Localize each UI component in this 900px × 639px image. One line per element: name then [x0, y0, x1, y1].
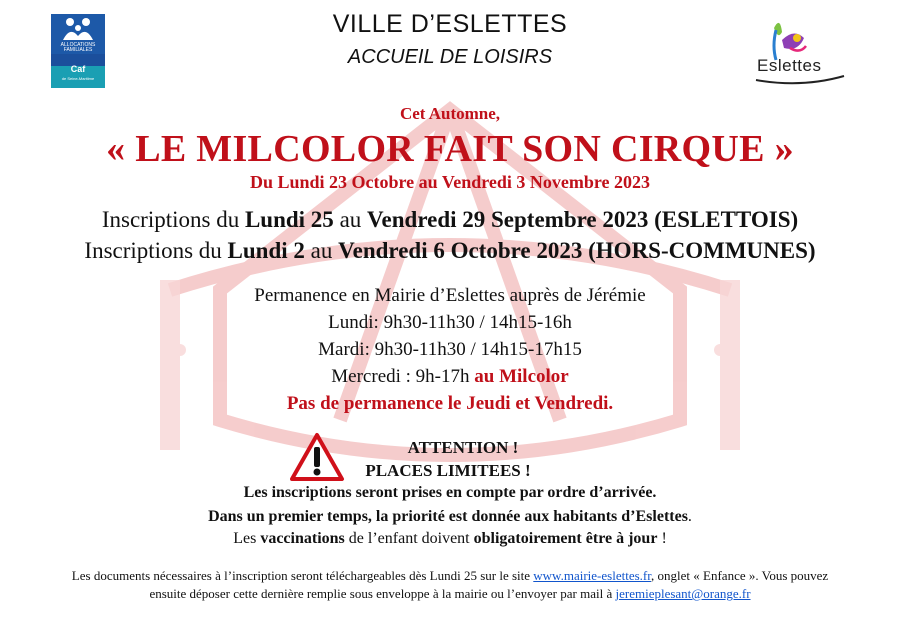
mercredi-hours: Mercredi : 9h-17h [331, 366, 475, 387]
rule-vacc-b: vaccinations [260, 530, 345, 547]
footer-text-c: ensuite déposer cette dernière remplie sous enveloppe à la mairie ou l’envoyer par mail à [149, 586, 616, 601]
inscription-prefix: Inscriptions du [84, 238, 228, 263]
footer-line2 [0, 586, 900, 602]
email-link[interactable]: jeremieplesant@orange.fr [615, 586, 751, 601]
event-intro: Cet Automne, [399, 104, 501, 123]
rule-priority-text: Dans un premier temps, la priorité est donnée aux habitants d’Eslettes [208, 508, 688, 525]
inscription-mid: au [304, 238, 339, 263]
rule-vaccinations [0, 530, 900, 548]
caf-name: Caf [70, 64, 86, 74]
event-dates: Du Lundi 23 Octobre au Vendredi 3 Novembre 2023 [249, 172, 651, 192]
permanence-none: Pas de permanence le Jeudi et Vendredi. [286, 393, 614, 414]
rule-vacc-e: ! [657, 530, 667, 547]
inscription-start: Lundi 2 [227, 238, 305, 263]
footer-text-b: , onglet « Enfance ». Vous pouvez [651, 568, 829, 583]
footer-line1 [0, 568, 900, 584]
permanence-mercredi [0, 366, 900, 388]
inscription-end: Vendredi 29 Septembre 2023 (ESLETTOIS) [367, 207, 799, 232]
permanence-intro: Permanence en Mairie d’Eslettes auprès de Jérémie [254, 285, 646, 306]
city-title: VILLE D’ESLETTES [332, 10, 568, 38]
inscription-mid: au [333, 207, 368, 232]
rule-vacc-c: de l’enfant doivent [344, 530, 474, 547]
places-limitees: PLACES LIMITEES ! [365, 461, 531, 480]
inscription-start: Lundi 25 [244, 207, 334, 232]
caf-region: de Seine-Maritime [61, 76, 95, 81]
rule-priority-dot: . [687, 508, 692, 525]
caf-line2: FAMILIALES [63, 47, 93, 53]
inscription-prefix: Inscriptions du [101, 207, 245, 232]
warning-icon [289, 431, 345, 483]
inscription-hors-communes [0, 238, 900, 264]
site-link[interactable]: www.mairie-eslettes.fr [533, 568, 652, 583]
rule-vacc-d: obligatoirement être à jour [473, 530, 658, 547]
inscription-eslettois [0, 207, 900, 233]
permanence-lundi: Lundi: 9h30-11h30 / 14h15-16h [328, 312, 572, 333]
inscription-end: Vendredi 6 Octobre 2023 (HORS-COMMUNES) [338, 238, 816, 263]
rule-priority [0, 508, 900, 526]
rule-order: Les inscriptions seront prises en compte par ordre d’arrivée. [243, 484, 657, 501]
page-subtitle: ACCUEIL DE LOISIRS [347, 46, 553, 68]
eslettes-logo-word: Eslettes [757, 56, 822, 75]
mercredi-place: au Milcolor [474, 366, 569, 387]
event-title: « LE MILCOLOR FAIT SON CIRQUE » [106, 128, 794, 170]
footer-text-a: Les documents nécessaires à l’inscription seront téléchargeables dès Lundi 25 sur le site [71, 568, 534, 583]
attention-heading: ATTENTION ! [407, 438, 519, 457]
rule-vacc-a: Les [233, 530, 261, 547]
caf-line1: ALLOCATIONS [60, 42, 96, 48]
permanence-mardi: Mardi: 9h30-11h30 / 14h15-17h15 [318, 339, 582, 360]
